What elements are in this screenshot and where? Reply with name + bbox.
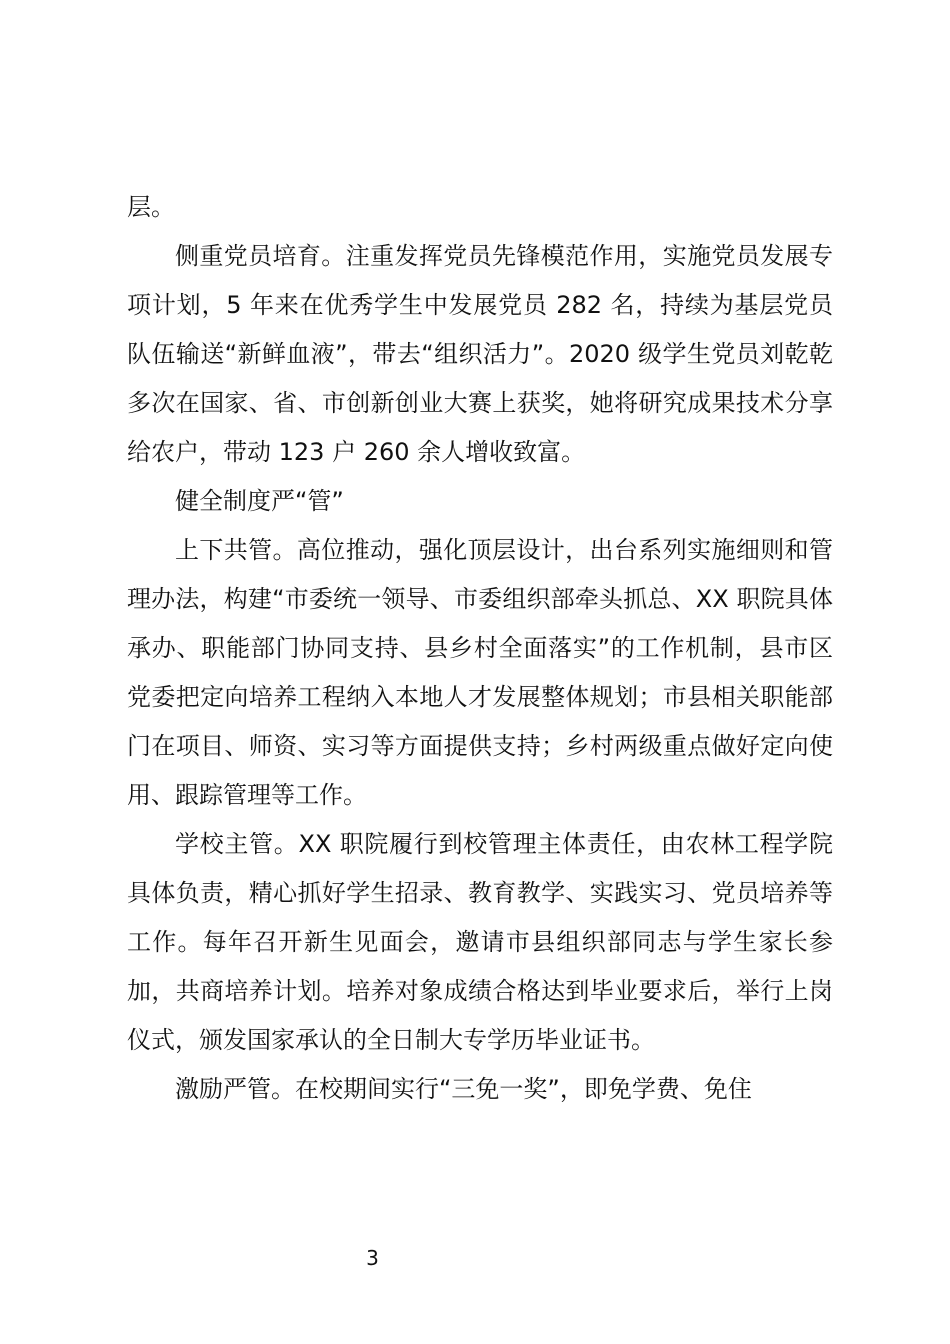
document-body xyxy=(127,183,833,1114)
paragraph-joint-management: 上下共管。高位推动，强化顶层设计，出台系列实施细则和管理办法，构建“市委统一领导、市委组织部牵头抓总、XX 职院具体承办、职能部门协同支持、县乡村全面落实”的工作机制，县市区党委把定向培养工程纳入本地人才发展整体规划；市县相关职能部门在项目、师资、实习等方面提供支持；乡村两级重点做好定向使用、跟踪管理等工作。 xyxy=(127,536,833,809)
section-heading: 健全制度严“管” xyxy=(175,487,344,515)
paragraph-school-management: 学校主管。XX 职院履行到校管理主体责任，由农林工程学院具体负责，精心抓好学生招录、教育教学、实践实习、党员培养等工作。每年召开新生见面会，邀请市县组织部同志与学生家长参加，共商培养计划。培养对象成绩合格达到毕业要求后，举行上岗仪式，颁发国家承认的全日制大专学历毕业证书。 xyxy=(127,830,833,1054)
paragraph-incentive-management: 激励严管。在校期间实行“三免一奖”，即免学费、免住 xyxy=(175,1075,752,1103)
paragraph-continuation: 层。 xyxy=(127,193,175,221)
paragraph-party-member-cultivation: 侧重党员培育。注重发挥党员先锋模范作用，实施党员发展专项计划，5 年来在优秀学生中发展党员 282 名，持续为基层党员队伍输送“新鲜血液”，带去“组织活力”。2020 级学生党员刘乾乾多次在国家、省、市创新创业大赛上获奖，她将研究成果技术分享给农户，带动 123 户 260 余人增收致富。 xyxy=(127,242,833,466)
page-number: 3 xyxy=(366,1246,379,1270)
